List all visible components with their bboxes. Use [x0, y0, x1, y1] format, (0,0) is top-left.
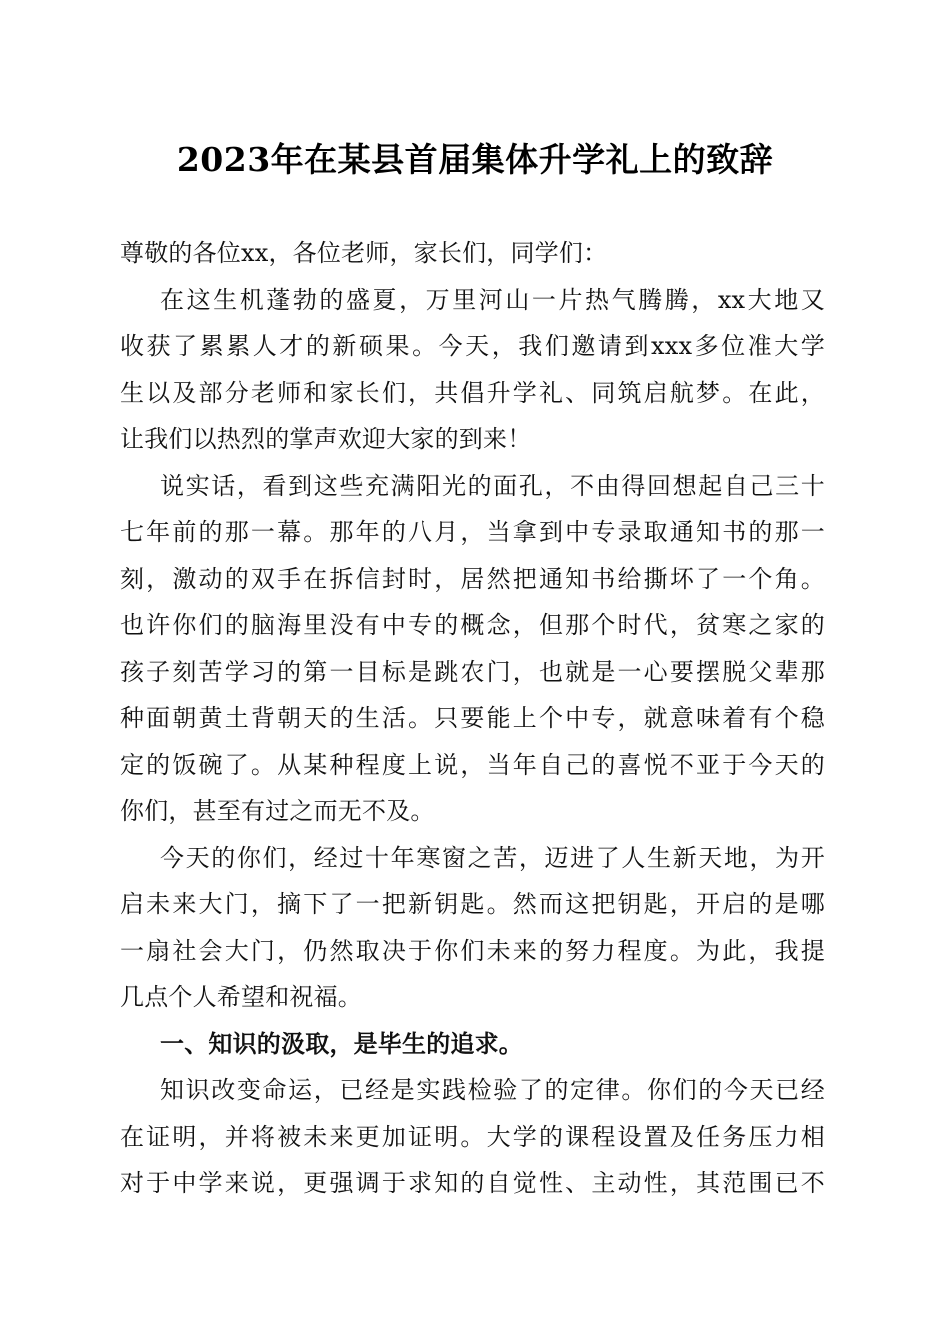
- document-title: 2023年在某县首届集体升学礼上的致辞: [176, 140, 774, 179]
- text-line: 刻，激动的双手在拆信封时，居然把通知书给撕坏了一个角。: [120, 564, 825, 593]
- text-line: 定的饭碗了。从某种程度上说，当年自己的喜悦不亚于今天的: [120, 750, 825, 779]
- text-line: 在这生机蓬勃的盛夏，万里河山一片热气腾腾，xx大地又: [160, 285, 825, 314]
- text-line: 几点个人希望和祝福。: [120, 983, 362, 1011]
- text-line: 收获了累累人才的新硕果。今天，我们邀请到xxx多位准大学: [120, 332, 825, 360]
- text-line: 知识改变命运，已经是实践检验了的定律。你们的今天已经: [160, 1076, 825, 1104]
- text-line: 也许你们的脑海里没有中专的概念，但那个时代，贫寒之家的: [120, 611, 825, 639]
- document-body: [120, 230, 825, 1207]
- text-line: 一扇社会大门，仍然取决于你们未来的努力程度。为此，我提: [120, 936, 825, 965]
- text-line: 对于中学来说，更强调于求知的自觉性、主动性，其范围已不: [120, 1169, 825, 1197]
- text-line: 七年前的那一幕。那年的八月，当拿到中专录取通知书的那一: [120, 518, 825, 546]
- text-line: 今天的你们，经过十年寒窗之苦，迈进了人生新天地，为开: [160, 843, 825, 872]
- section-heading: 一、知识的汲取，是毕生的追求。: [160, 1029, 523, 1058]
- text-line: 你们，甚至有过之而无不及。: [120, 797, 435, 825]
- text-line: 让我们以热烈的掌声欢迎大家的到来！: [120, 425, 532, 453]
- text-line: 启未来大门，摘下了一把新钥匙。然而这把钥匙，开启的是哪: [120, 890, 825, 918]
- text-line: 生以及部分老师和家长们，共倡升学礼、同筑启航梦。在此，: [120, 378, 825, 407]
- text-line: 说实话，看到这些充满阳光的面孔，不由得回想起自己三十: [160, 471, 825, 500]
- text-line: 在证明，并将被未来更加证明。大学的课程设置及任务压力相: [120, 1122, 825, 1151]
- text-line: 种面朝黄土背朝天的生活。只要能上个中专，就意味着有个稳: [120, 704, 825, 732]
- text-line: 孩子刻苦学习的第一目标是跳农门，也就是一心要摆脱父辈那: [120, 657, 825, 686]
- text-line: 尊敬的各位xx，各位老师，家长们，同学们：: [120, 239, 608, 267]
